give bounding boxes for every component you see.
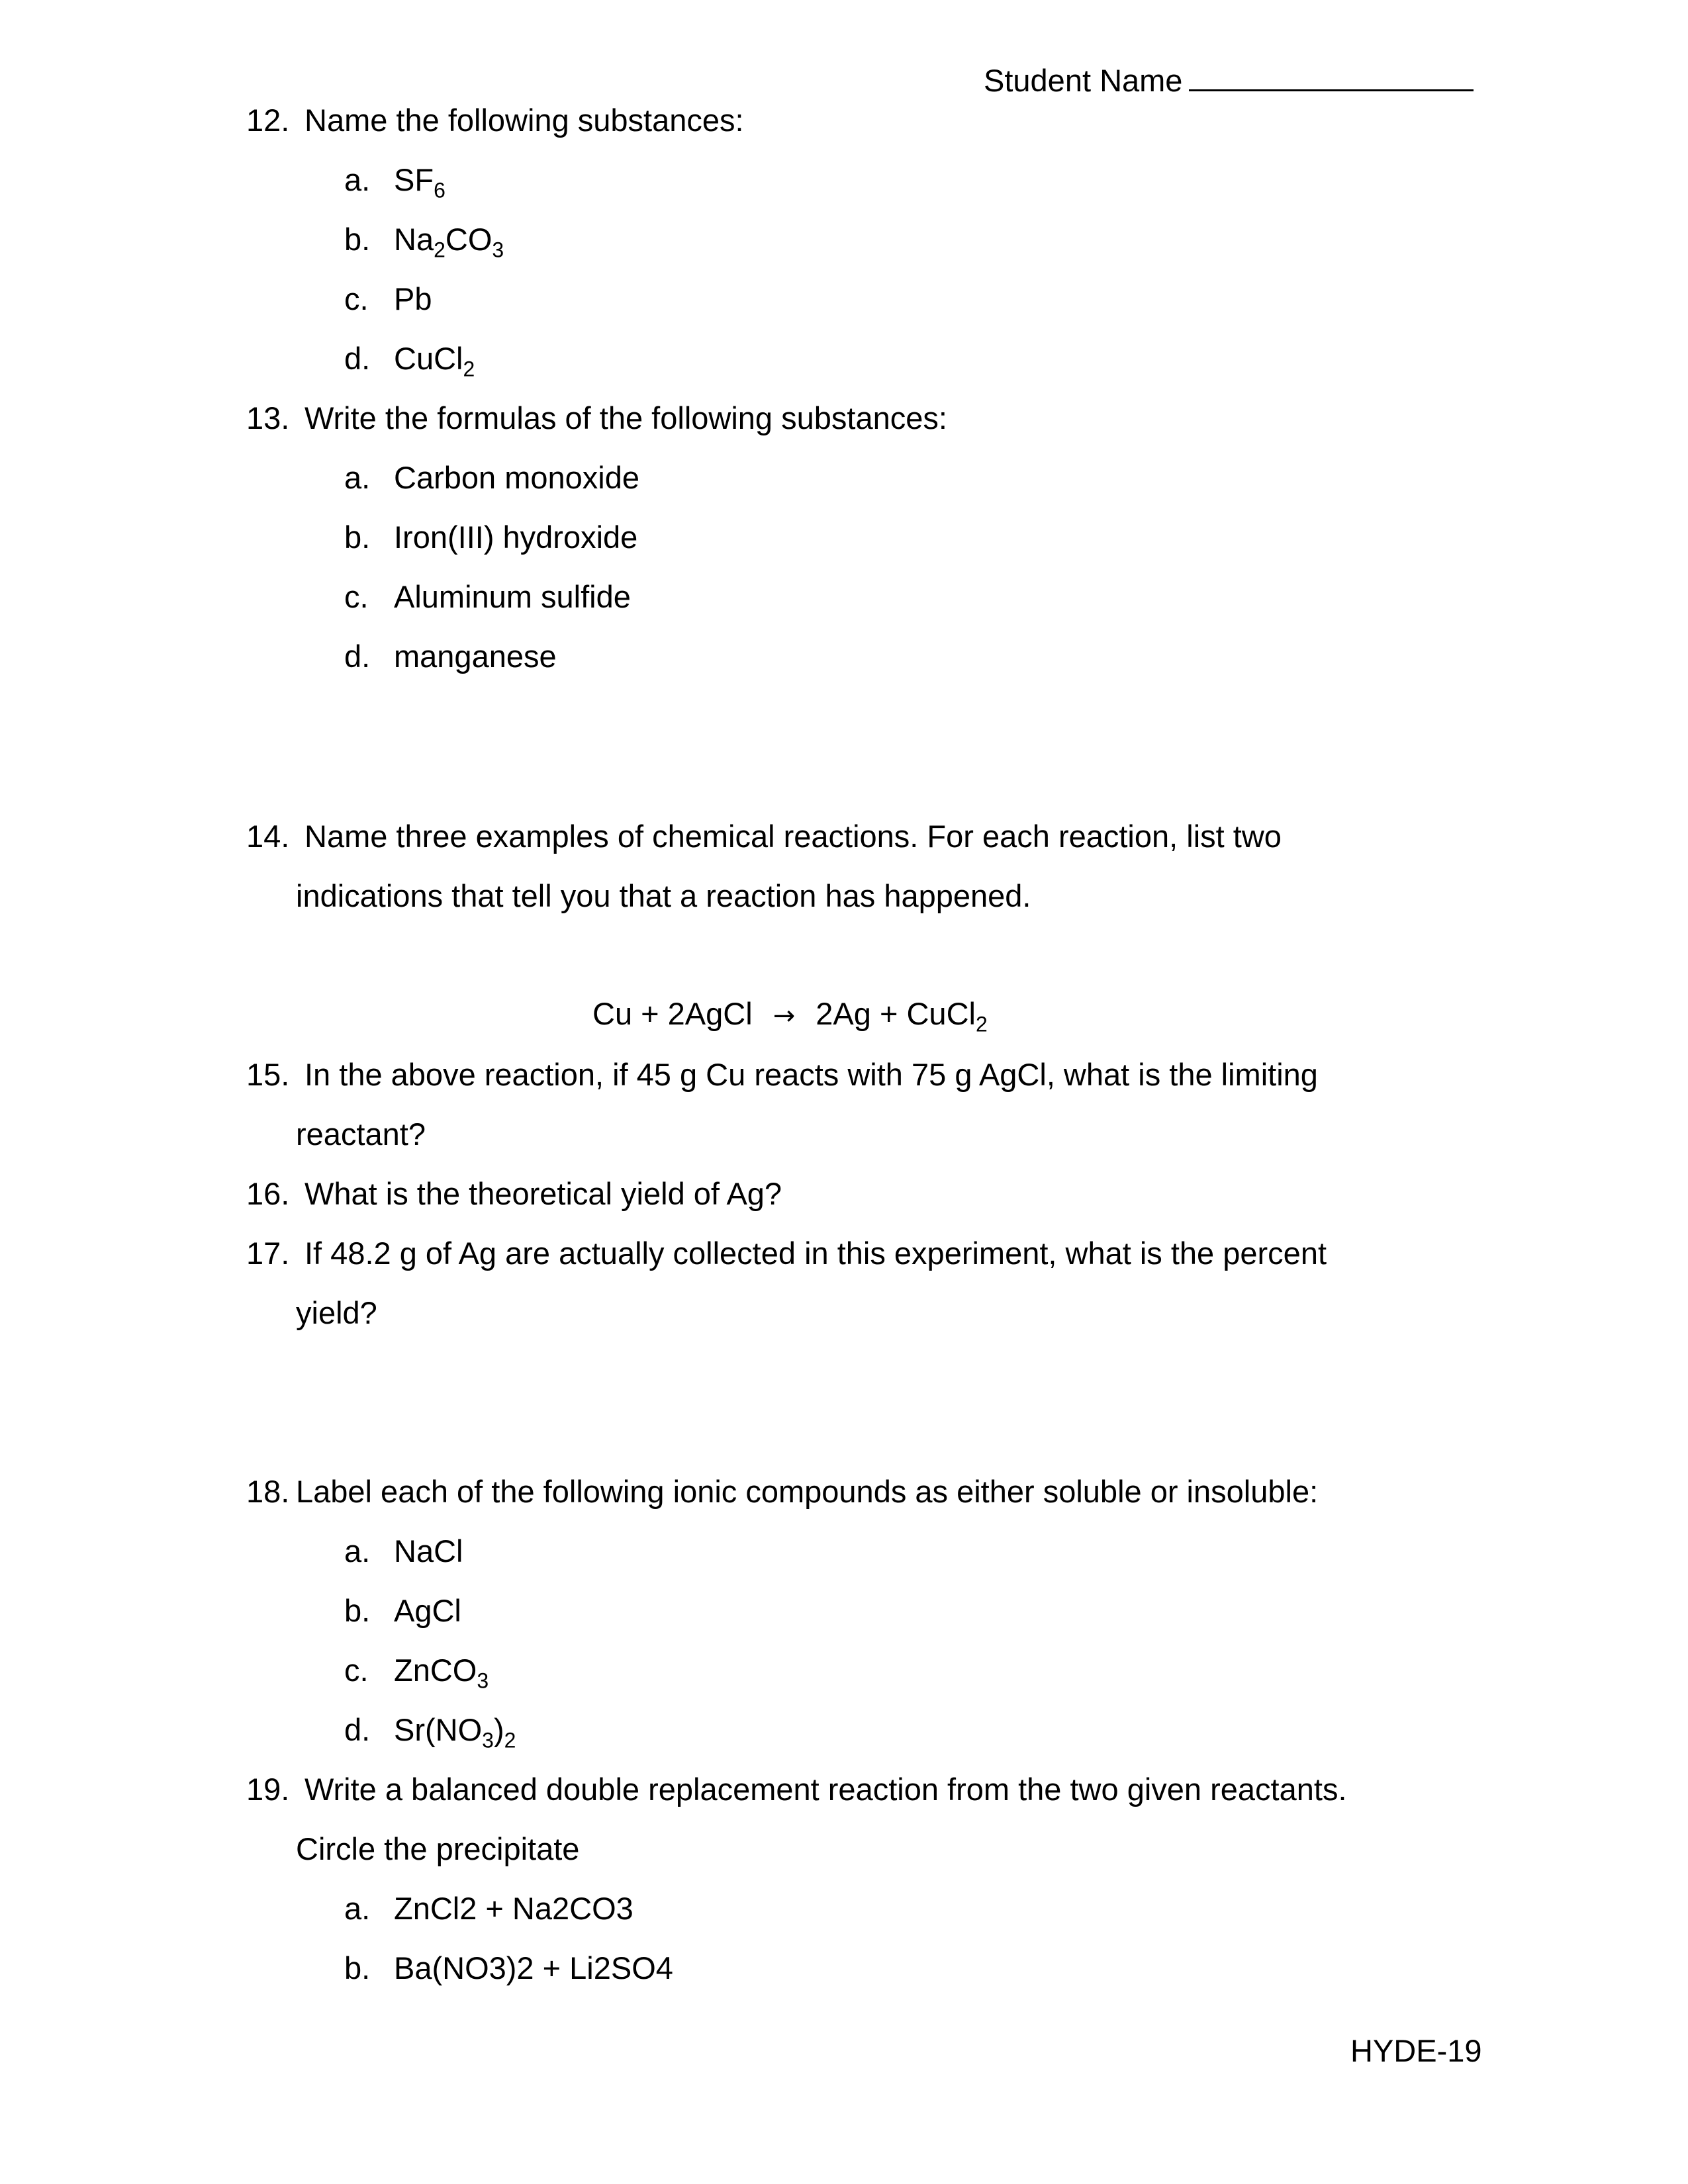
question-19-number: 19. bbox=[246, 1772, 290, 1807]
student-name-blank[interactable] bbox=[1189, 63, 1474, 91]
q12-item-c-letter: c. bbox=[344, 281, 369, 316]
reaction-equation: Cu + 2AgCl → 2Ag + CuCl$_2$ bbox=[592, 996, 988, 1036]
question-14-line2: indications that tell you that a reaction has happened. bbox=[296, 878, 1031, 913]
question-number: 12. bbox=[246, 103, 290, 138]
question-12 bbox=[246, 105, 289, 136]
q12-item-b: $Na_2CO_3$ bbox=[394, 222, 504, 262]
question-16-text: What is the theoretical yield of Ag? bbox=[305, 1176, 782, 1211]
q18-item-b: AgCl bbox=[394, 1593, 461, 1628]
question-15-line1: In the above reaction, if 45 g Cu reacts with 75 g AgCl, what is the limiting bbox=[305, 1057, 1318, 1092]
question-14-line1: Name three examples of chemical reactions. For each reaction, list two bbox=[305, 819, 1282, 854]
reaction-arrow-icon: → bbox=[773, 1001, 796, 1031]
q12-item-d: CuCl$_2$ bbox=[394, 341, 475, 381]
q18-item-a: NaCl bbox=[394, 1533, 463, 1569]
q13-item-b-letter: b. bbox=[344, 520, 371, 555]
q18-item-d: $Sr(NO_3)_2$ bbox=[394, 1712, 516, 1752]
question-15-number: 15. bbox=[246, 1057, 290, 1092]
question-18-text: Label each of the following ionic compounds as either soluble or insoluble: bbox=[296, 1474, 1319, 1509]
q12-item-a-letter: a. bbox=[344, 162, 371, 197]
page-code: HYDE-19 bbox=[1350, 2033, 1482, 2068]
q19-item-a-letter: a. bbox=[344, 1891, 371, 1926]
question-19-line2: Circle the precipitate bbox=[296, 1831, 580, 1866]
q19-item-b: Ba(NO3)2 + Li2SO4 bbox=[394, 1950, 673, 1985]
q13-item-a: Carbon monoxide bbox=[394, 460, 639, 495]
q18-item-c-letter: c. bbox=[344, 1653, 369, 1688]
question-13-number: 13. bbox=[246, 400, 290, 435]
q18-item-a-letter: a. bbox=[344, 1533, 371, 1569]
q13-item-d: manganese bbox=[394, 639, 557, 674]
question-17-number: 17. bbox=[246, 1236, 290, 1271]
question-15-line2: reactant? bbox=[296, 1116, 426, 1152]
q13-item-d-letter: d. bbox=[344, 639, 371, 674]
q19-item-b-letter: b. bbox=[344, 1950, 371, 1985]
q19-item-a: ZnCl2 + Na2CO3 bbox=[394, 1891, 633, 1926]
q13-item-b: Iron(III) hydroxide bbox=[394, 520, 638, 555]
student-name-field bbox=[984, 63, 1474, 96]
question-17-line1: If 48.2 g of Ag are actually collected in this experiment, what is the percent bbox=[305, 1236, 1327, 1271]
equation-left: Cu + 2AgCl bbox=[592, 996, 753, 1031]
q12-item-d-letter: d. bbox=[344, 341, 371, 376]
q18-item-c: ZnCO$_3$ bbox=[394, 1653, 489, 1693]
q12-item-b-letter: b. bbox=[344, 222, 371, 257]
question-16-number: 16. bbox=[246, 1176, 290, 1211]
q18-item-d-letter: d. bbox=[344, 1712, 371, 1747]
q13-item-c-letter: c. bbox=[344, 579, 369, 614]
question-18-number: 18. bbox=[246, 1474, 290, 1509]
question-19-line1: Write a balanced double replacement reaction from the two given reactants. bbox=[305, 1772, 1347, 1807]
question-12-text: Name the following substances: bbox=[305, 103, 744, 138]
q12-item-c: Pb bbox=[394, 281, 432, 316]
equation-right: 2Ag + CuCl bbox=[816, 996, 976, 1031]
question-17-line2: yield? bbox=[296, 1295, 377, 1330]
question-13-text: Write the formulas of the following substances: bbox=[305, 400, 947, 435]
student-name-label: Student Name bbox=[984, 63, 1183, 98]
q13-item-c: Aluminum sulfide bbox=[394, 579, 631, 614]
q12-item-a: $SF_6$ bbox=[394, 162, 445, 203]
q13-item-a-letter: a. bbox=[344, 460, 371, 495]
question-14-number: 14. bbox=[246, 819, 290, 854]
q18-item-b-letter: b. bbox=[344, 1593, 371, 1628]
